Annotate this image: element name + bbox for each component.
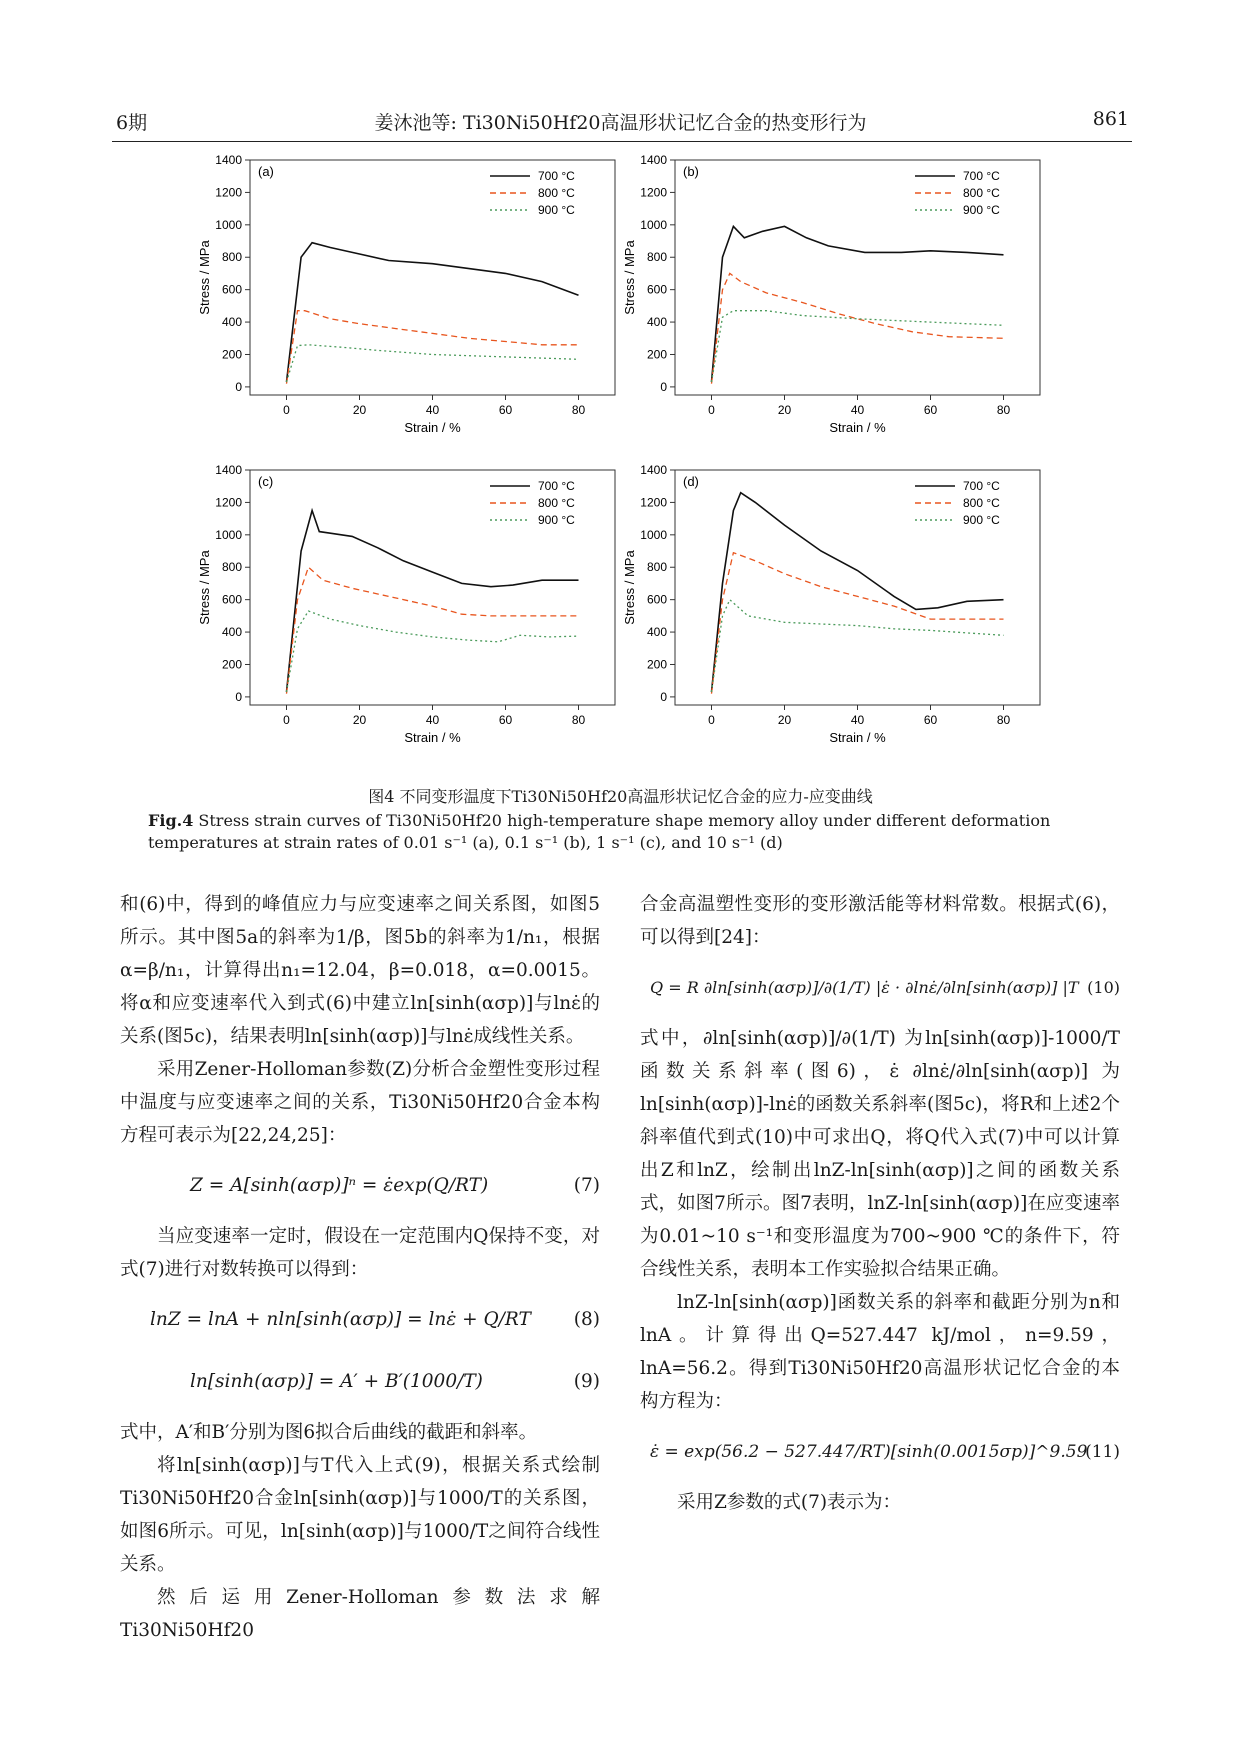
x-tick-label: 20 <box>777 713 792 727</box>
y-tick-label: 0 <box>235 379 242 394</box>
series-line <box>287 345 579 382</box>
equation-number: (7) <box>573 1175 600 1196</box>
x-tick-label: 20 <box>352 403 367 417</box>
x-tick-label: 0 <box>708 403 715 417</box>
x-tick-label: 80 <box>996 403 1011 417</box>
y-tick-label: 600 <box>221 592 242 607</box>
x-tick-label: 20 <box>777 403 792 417</box>
legend-label: 700 °C <box>963 169 1000 183</box>
legend-label: 700 °C <box>538 479 575 493</box>
paragraph: 采用Zener-Holloman参数(Z)分析合金塑性变形过程中温度与应变速率之间的关系，Ti30Ni50Hf20合金本构方程可表示为[22,24,25]： <box>120 1059 600 1146</box>
right-column <box>640 888 1120 1519</box>
series-line <box>287 611 579 692</box>
equation-number: (10) <box>1087 978 1120 997</box>
series-line <box>712 226 1004 382</box>
y-tick-label: 1000 <box>215 527 242 542</box>
chart-panel-d <box>620 460 1050 760</box>
y-tick-label: 800 <box>221 250 242 265</box>
paragraph: lnZ-ln[sinh(ασp)]函数关系的斜率和截距分别为n和lnA。计算得出Q=527.447 kJ/mol，n=9.59，lnA=56.2。得到Ti30Ni50Hf20高温形状记忆合金的本构方程为： <box>640 1292 1120 1412</box>
y-tick-label: 600 <box>646 282 667 297</box>
y-tick-label: 800 <box>221 560 242 575</box>
paragraph: 当应变速率一定时，假设在一定范围内Q保持不变，对式(7)进行对数转换可以得到： <box>120 1226 600 1280</box>
x-axis-label: Strain / % <box>404 420 461 435</box>
legend-label: 900 °C <box>538 203 575 217</box>
y-tick-label: 1000 <box>640 217 667 232</box>
y-tick-label: 200 <box>646 657 667 672</box>
equation-body: lnZ = lnA + nln[sinh(ασp)] = lnε̇ + Q/RT <box>150 1309 531 1330</box>
legend-label: 900 °C <box>963 203 1000 217</box>
panel-label: (b) <box>683 164 699 179</box>
y-tick-label: 0 <box>660 379 667 394</box>
y-tick-label: 0 <box>235 689 242 704</box>
x-tick-label: 0 <box>283 403 290 417</box>
chart-panel-a <box>195 150 625 450</box>
y-tick-label: 400 <box>646 315 667 330</box>
x-tick-label: 80 <box>571 403 586 417</box>
figure-caption-text: Stress strain curves of Ti30Ni50Hf20 high-temperature shape memory alloy under different deformation temperatures at strain rates of 0.01 s⁻¹ (a), 0.1 s⁻¹ (b), 1 s⁻¹ (c), and 10 s⁻¹ (d) <box>148 811 1051 852</box>
paragraph: 式中，∂ln[sinh(ασp)]/∂(1/T) 为ln[sinh(ασp)]-1000/T函数关系斜率(图6)，ε̇ ∂lnε̇/∂ln[sinh(ασp)] 为ln[sinh(ασp)]-lnε̇的函数关系斜率(图5c)，将R和上述2个斜率值代到式(10)中可求出Q，将Q代入式(7)中可以计算出Z和lnZ，绘制出lnZ-ln[sinh(ασp)]之间的函数关系式，如图7所示。图7表明，lnZ-ln[sinh(ασp)]在应变速率为0.01~10 s⁻¹和变形温度为700~900 ℃的条件下，符合线性关系，表明本工作实验拟合结果正确。 <box>640 1028 1120 1280</box>
y-tick-label: 600 <box>221 282 242 297</box>
y-tick-label: 600 <box>646 592 667 607</box>
equation-body: Q = R ∂ln[sinh(ασp)]/∂(1/T) |ε̇ · ∂lnε̇/∂ln[sinh(ασp)] |T <box>650 978 1079 997</box>
series-line <box>712 273 1004 383</box>
series-line <box>712 553 1004 694</box>
paragraph: 和(6)中，得到的峰值应力与应变速率之间关系图，如图5所示。其中图5a的斜率为1/β，图5b的斜率为1/n₁，根据α=β/n₁，计算得出n₁=12.04，β=0.018，α=0.0015。将α和应变速率代入到式(6)中建立ln[sinh(ασp)]与lnε̇的关系(图5c)，结果表明ln[sinh(ασp)]与lnε̇成线性关系。 <box>120 894 600 1047</box>
left-column <box>120 888 600 1647</box>
y-tick-label: 1200 <box>640 185 667 200</box>
y-tick-label: 1200 <box>215 495 242 510</box>
x-axis-label: Strain / % <box>404 730 461 745</box>
series-line <box>287 311 579 384</box>
legend-label: 800 °C <box>963 496 1000 510</box>
series-line <box>712 600 1004 692</box>
y-tick-label: 800 <box>646 250 667 265</box>
y-tick-label: 1400 <box>640 153 667 167</box>
y-tick-label: 200 <box>221 347 242 362</box>
x-tick-label: 60 <box>498 403 513 417</box>
header-title: 姜沐池等: Ti30Ni50Hf20高温形状记忆合金的热变形行为 <box>374 112 867 134</box>
header-rule <box>112 141 1132 142</box>
chart-svg <box>195 460 625 760</box>
x-tick-label: 40 <box>850 403 865 417</box>
y-tick-label: 0 <box>660 689 667 704</box>
legend-label: 800 °C <box>963 186 1000 200</box>
y-tick-label: 400 <box>221 625 242 640</box>
legend-label: 800 °C <box>538 186 575 200</box>
panel-label: (d) <box>683 474 699 489</box>
legend-label: 700 °C <box>963 479 1000 493</box>
x-tick-label: 40 <box>425 713 440 727</box>
x-tick-label: 0 <box>708 713 715 727</box>
y-tick-label: 1200 <box>640 495 667 510</box>
legend-label: 800 °C <box>538 496 575 510</box>
series-line <box>712 493 1004 692</box>
figure-caption-en <box>148 810 1108 854</box>
equation-body: ln[sinh(ασp)] = A′ + B′(1000/T) <box>190 1371 483 1392</box>
paragraph: 合金高温塑性变形的变形激活能等材料常数。根据式(6)，可以得到[24]： <box>640 894 1120 948</box>
y-tick-label: 1000 <box>640 527 667 542</box>
paragraph: 式中，A′和B′分别为图6拟合后曲线的截距和斜率。 <box>120 1422 538 1443</box>
x-tick-label: 20 <box>352 713 367 727</box>
x-tick-label: 80 <box>996 713 1011 727</box>
y-axis-label: Stress / MPa <box>197 240 212 315</box>
panel-label: (a) <box>258 164 274 179</box>
equation-7 <box>120 1158 600 1214</box>
chart-panel-c <box>195 460 625 760</box>
x-tick-label: 0 <box>283 713 290 727</box>
figure-caption-cn: 图4 不同变形温度下Ti30Ni50Hf20高温形状记忆合金的应力-应变曲线 <box>368 787 873 806</box>
header-issue: 6期 <box>116 112 148 134</box>
y-tick-label: 1400 <box>640 463 667 477</box>
page-number: 861 <box>1092 108 1129 130</box>
y-tick-label: 800 <box>646 560 667 575</box>
chart-svg <box>195 150 625 450</box>
equation-number: (11) <box>1085 1442 1120 1462</box>
y-tick-label: 400 <box>221 315 242 330</box>
y-tick-label: 1400 <box>215 463 242 477</box>
x-tick-label: 60 <box>498 713 513 727</box>
x-tick-label: 40 <box>425 403 440 417</box>
series-line <box>712 311 1004 382</box>
y-axis-label: Stress / MPa <box>197 550 212 625</box>
paragraph: 将ln[sinh(ασp)]与T代入上式(9)，根据关系式绘制Ti30Ni50Hf20合金ln[sinh(ασp)]与1000/T的关系图，如图6所示。可见，ln[sinh(ασp)]与1000/T之间符合线性关系。 <box>120 1455 600 1575</box>
x-axis-label: Strain / % <box>829 420 886 435</box>
paragraph: 然后运用Zener-Holloman参数法求解Ti30Ni50Hf20 <box>120 1587 600 1641</box>
panel-label: (c) <box>258 474 274 489</box>
x-tick-label: 80 <box>571 713 586 727</box>
equation-9 <box>120 1354 600 1410</box>
series-line <box>287 567 579 694</box>
chart-svg <box>620 460 1050 760</box>
legend-label: 900 °C <box>963 513 1000 527</box>
x-tick-label: 40 <box>850 713 865 727</box>
x-axis-label: Strain / % <box>829 730 886 745</box>
equation-number: (8) <box>573 1309 600 1330</box>
y-tick-label: 1200 <box>215 185 242 200</box>
x-tick-label: 60 <box>923 403 938 417</box>
equation-8 <box>120 1292 600 1348</box>
y-tick-label: 200 <box>221 657 242 672</box>
y-tick-label: 1400 <box>215 153 242 167</box>
equation-number: (9) <box>573 1371 600 1392</box>
series-line <box>287 511 579 693</box>
legend-label: 900 °C <box>538 513 575 527</box>
chart-svg <box>620 150 1050 450</box>
equation-body: Z = A[sinh(ασp)]ⁿ = ε̇exp(Q/RT) <box>190 1175 489 1196</box>
y-tick-label: 1000 <box>215 217 242 232</box>
equation-11 <box>640 1424 1120 1480</box>
chart-panel-b <box>620 150 1050 450</box>
y-axis-label: Stress / MPa <box>622 240 637 315</box>
legend-label: 700 °C <box>538 169 575 183</box>
figure-label: Fig.4 <box>148 811 194 830</box>
y-tick-label: 400 <box>646 625 667 640</box>
paragraph: 采用Z参数的式(7)表示为： <box>677 1492 902 1513</box>
y-axis-label: Stress / MPa <box>622 550 637 625</box>
equation-body: ε̇ = exp(56.2 − 527.447/RT)[sinh(0.0015σp)]^9.59 <box>650 1442 1088 1462</box>
y-tick-label: 200 <box>646 347 667 362</box>
equation-10 <box>640 960 1120 1016</box>
series-line <box>287 243 579 382</box>
x-tick-label: 60 <box>923 713 938 727</box>
